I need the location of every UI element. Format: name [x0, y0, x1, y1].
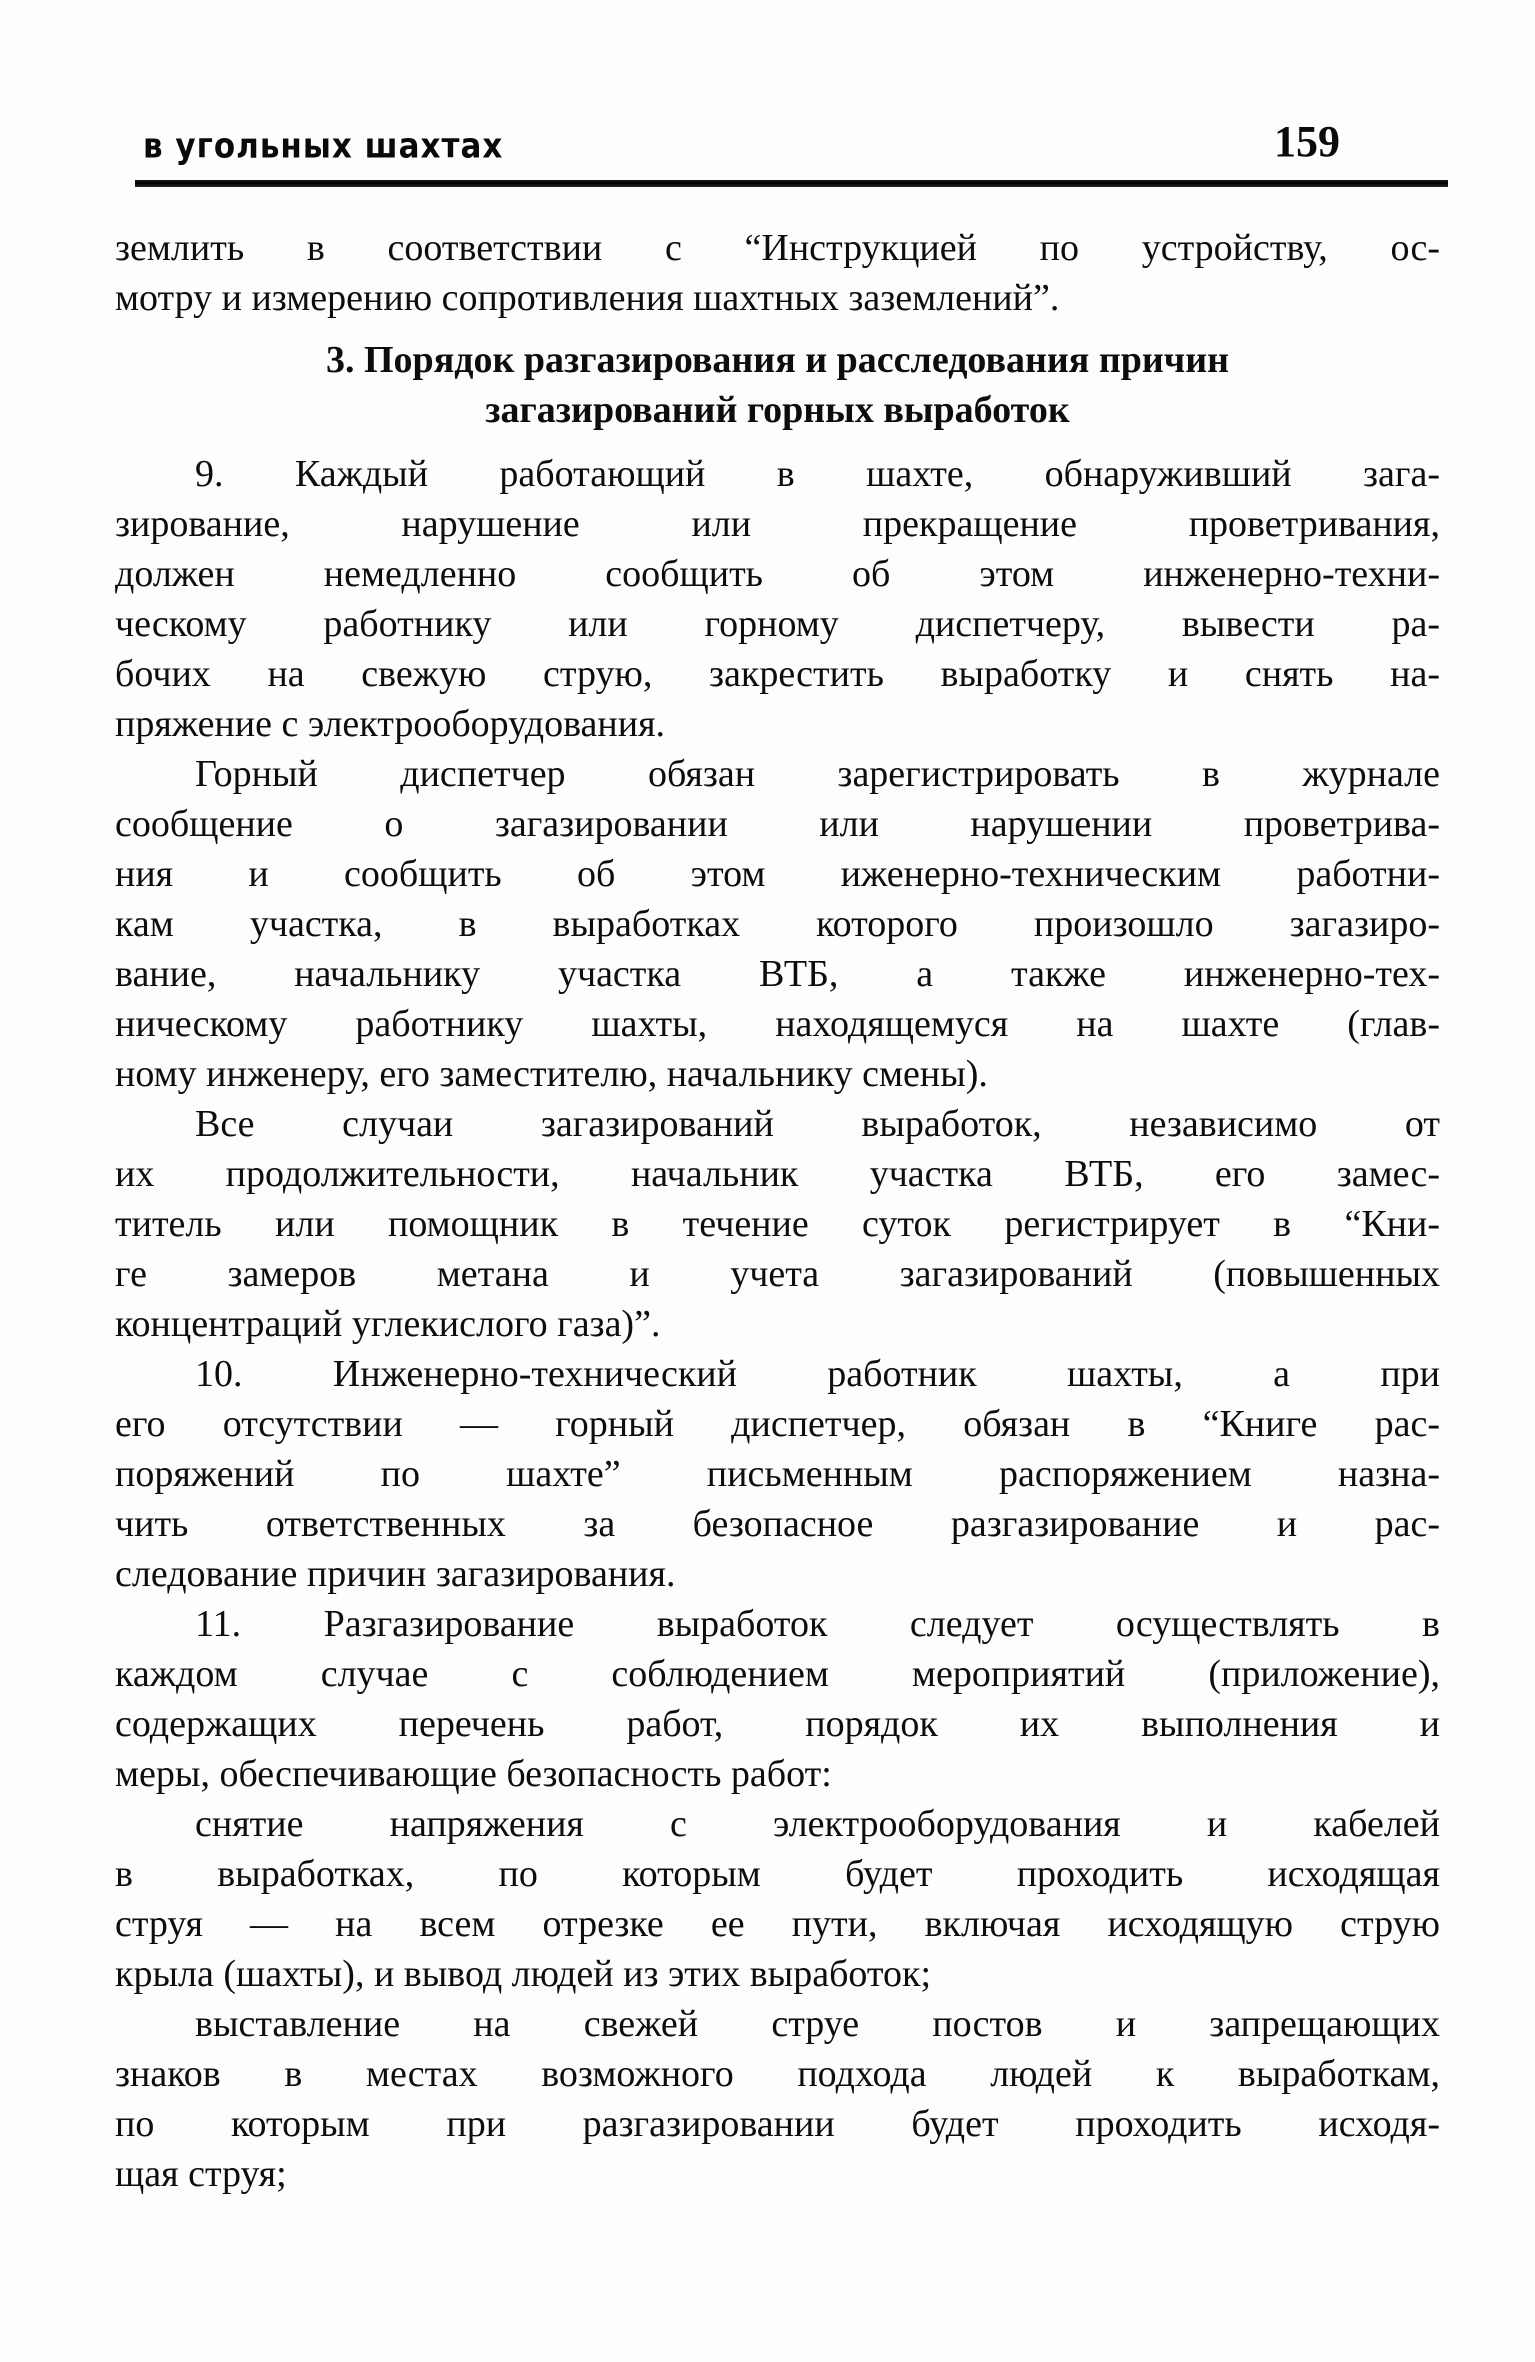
text-line: струя — на всем отрезке ее пути, включая исходящую струю: [115, 1903, 1440, 1945]
text-line: бочих на свежую струю, закрестить выработку и снять на-: [115, 653, 1440, 695]
text-line: выставление на свежей струе постов и запрещающих: [195, 2003, 1440, 2045]
text-line: должен немедленно сообщить об этом инженерно-техни-: [115, 553, 1440, 595]
section-heading: [115, 335, 1440, 435]
text-line: ному инженеру, его заместителю, начальнику смены).: [115, 1053, 988, 1095]
text-line: ческому работнику или горному диспетчеру, вывести ра-: [115, 603, 1440, 645]
text-line: крыла (шахты), и вывод людей из этих выработок;: [115, 1953, 932, 1995]
text-line: содержащих перечень работ, порядок их выполнения и: [115, 1703, 1440, 1745]
header-rule: [135, 180, 1448, 187]
text-line: их продолжительности, начальник участка ВТБ, его замес-: [115, 1153, 1440, 1195]
text-line: 9. Каждый работающий в шахте, обнаруживший зага-: [195, 453, 1440, 495]
text-line: загазирований горных выработок: [485, 389, 1070, 431]
text-line: чить ответственных за безопасное разгазирование и рас-: [115, 1503, 1440, 1545]
text-line: поряжений по шахте” письменным распоряжением назна-: [115, 1453, 1440, 1495]
paragraph: [115, 1799, 1440, 1999]
text-line: Все случаи загазирований выработок, независимо от: [195, 1103, 1440, 1145]
text-line: снятие напряжения с электрооборудования и кабелей: [195, 1803, 1440, 1845]
paragraph: [115, 1349, 1440, 1599]
page-number: 159: [1274, 117, 1340, 166]
text-line: зирование, нарушение или прекращение проветривания,: [115, 503, 1440, 545]
text-line: каждом случае с соблюдением мероприятий (приложение),: [115, 1653, 1440, 1695]
text-line: 3. Порядок разгазирования и расследования причин: [326, 339, 1229, 381]
paragraph: [115, 1599, 1440, 1799]
text-line: знаков в местах возможного подхода людей к выработкам,: [115, 2053, 1440, 2095]
text-line: титель или помощник в течение суток регистрирует в “Кни-: [115, 1203, 1440, 1245]
paragraph: [115, 449, 1440, 749]
page-body: [115, 223, 1440, 2199]
text-line: сообщение о загазировании или нарушении проветрива-: [115, 803, 1440, 845]
text-line: в выработках, по которым будет проходить исходящая: [115, 1853, 1440, 1895]
text-line: Горный диспетчер обязан зарегистрировать в журнале: [195, 753, 1440, 795]
text-line: ге замеров метана и учета загазирований (повышенных: [115, 1253, 1440, 1295]
text-line: меры, обеспечивающие безопасность работ:: [115, 1753, 832, 1795]
text-line: 10. Инженерно-технический работник шахты, а при: [195, 1353, 1440, 1395]
text-line: кам участка, в выработках которого произошло загазиро-: [115, 903, 1440, 945]
text-line: ническому работнику шахты, находящемуся на шахте (глав-: [115, 1003, 1440, 1045]
page-header: [115, 117, 1440, 167]
text-line: 11. Разгазирование выработок следует осуществлять в: [195, 1603, 1440, 1645]
paragraph: [115, 1099, 1440, 1349]
running-title: в угольных шахтах: [143, 125, 504, 167]
text-line: концентраций углекислого газа)”.: [115, 1303, 661, 1345]
paragraph: [115, 223, 1440, 323]
text-line: щая струя;: [115, 2153, 287, 2195]
text-line: по которым при разгазировании будет проходить исходя-: [115, 2103, 1440, 2145]
paragraph: [115, 1999, 1440, 2199]
text-line: вание, начальнику участка ВТБ, а также инженерно-тех-: [115, 953, 1440, 995]
text-line: мотру и измерению сопротивления шахтных заземлений”.: [115, 277, 1060, 319]
text-line: пряжение с электрооборудования.: [115, 703, 666, 745]
paragraph: [115, 749, 1440, 1099]
text-line: ния и сообщить об этом иженерно-техническим работни-: [115, 853, 1440, 895]
text-line: его отсутствии — горный диспетчер, обязан в “Книге рас-: [115, 1403, 1440, 1445]
text-line: землить в соответствии с “Инструкцией по устройству, ос-: [115, 227, 1440, 269]
text-line: следование причин загазирования.: [115, 1553, 676, 1595]
